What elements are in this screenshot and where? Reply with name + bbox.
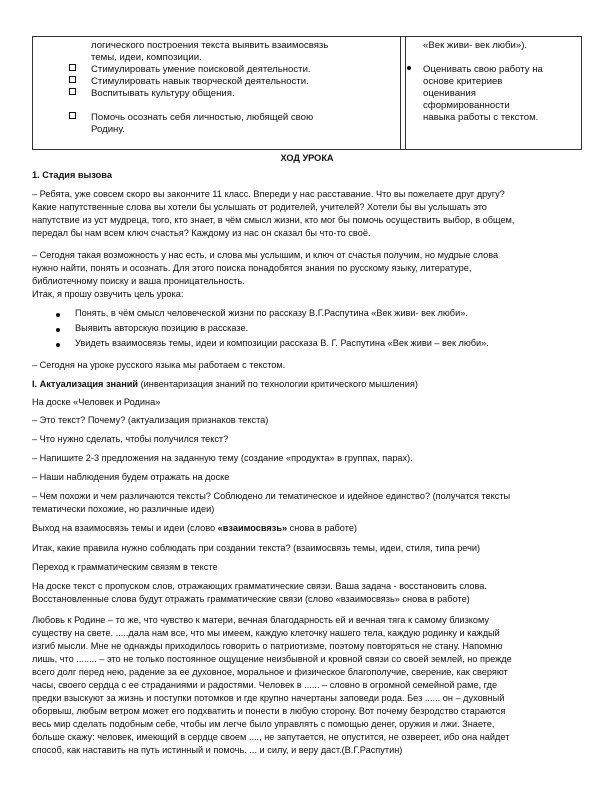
excerpt-line: часы, своего сердца с ее страданиями и радостями. Человек в ...... – словно в огромной семейной раме, где — [32, 680, 498, 690]
excerpt-line: существу на свете. .....дала нам все, что мы имеем, каждую клеточку нашего тела, каждую родинку и каждый — [32, 628, 500, 638]
bullet-dot-icon — [56, 328, 60, 332]
table-right-cell — [423, 40, 603, 124]
table-divider — [405, 37, 406, 149]
excerpt-line: предки взыскуют за жизнь и поступки потомков и где крупно начертаны заповеди рода. Без ...... он – духовный — [32, 693, 505, 703]
list-item-text: Стимулировать умение поисковой деятельности. — [91, 64, 311, 75]
table-line: «Век живи- век люби»). — [423, 40, 528, 51]
question-line: – Это текст? Почему? (актуализация признаков текста) — [32, 415, 269, 425]
list-item-text: Стимулировать навык творческой деятельности. — [91, 76, 309, 87]
paragraph-line: передал бы нам всем ключ счастья? Каждому из нас он сказал бы что-то своё. — [32, 228, 371, 238]
excerpt-line: всего долг перед нею, радение за ее духовное, моральное и физическое благополучие, сверение, как сверяют — [32, 667, 508, 677]
table-left-cell — [91, 40, 391, 136]
question-line: – Чем похожи и чем различаются тексты? Соблюдено ли тематическое и идейное единство? (получатся тексты — [32, 491, 511, 501]
goal-item: Выявить авторскую позицию в рассказе. — [75, 323, 249, 333]
table-line: навыка работы с текстом. — [423, 112, 539, 123]
text-span: снова в работе) — [287, 523, 357, 533]
bullet-dot-icon — [56, 313, 60, 317]
table-divider — [400, 37, 401, 149]
table-line: оценивания — [423, 88, 476, 99]
goal-item: Понять, в чём смысл человеческой жизни по рассказу В.Г.Распутина «Век живи- век люби». — [75, 308, 468, 318]
excerpt-line: весь мир сделать подобным себе, чтобы им легче было управлять с помощью денег, оружия и лжи. Знаете, — [32, 719, 495, 729]
table-line: Родину. — [91, 124, 125, 135]
section-heading-rest: (инвентаризация знаний по технологии критического мышления) — [138, 379, 418, 389]
excerpt-line: больше скажу: человек, имеющий в сердце своем ...., не запутается, не опустится, не озвереет, ибо она найдет — [32, 732, 510, 742]
table-line: сформированности — [423, 100, 510, 111]
list-item — [91, 112, 391, 124]
paragraph-line: Восстановленные слова будут отражать грамматические связи (слово «взаимосвязь» снова в работе) — [32, 594, 470, 604]
square-bullet-icon — [69, 88, 76, 95]
paragraph-line: Итак, я прошу озвучить цель урока: — [32, 289, 184, 299]
list-item-text: Оценивать свою работу на — [423, 64, 543, 75]
excerpt-line: изгиб мысли. Мне не однажды приходилось говорить о патриотизме, поэтому повторяться не стану. Напомню — [32, 641, 503, 651]
list-item — [423, 64, 603, 76]
section-heading — [32, 378, 582, 391]
paragraph-line: напутствие из уст мудреца, того, кто знает, в чём смысл жизни, кто мог бы помочь осуществить выбор, в общем, — [32, 215, 515, 225]
paragraph-line: На доске текст с пропуском слов, отражающих грамматические связи. Ваша задача - восстановить слова. — [32, 581, 487, 591]
paragraph-line: нужно найти, понять и осознать. Для этого поиска понадобятся знания по русскому языку, литературе, — [32, 263, 472, 273]
paragraph-line — [32, 522, 582, 535]
table-line: логического построения текста выявить взаимосвязь — [91, 40, 329, 51]
excerpt-line: оборвыш, любым ветром может его подхватить и понести в любую сторону. Вот почему безродство стараются — [32, 706, 506, 716]
excerpt-line: лишь, что ........ – это не только постоянное ощущение неизбывной и кровной связи со своей землей, но прежде — [32, 654, 512, 664]
paragraph-line: – Ребята, уже совсем скоро вы закончите 11 класс. Впереди у нас расставание. Что вы пожелаете друг другу? — [32, 189, 505, 199]
list-item — [91, 88, 391, 100]
paragraph-line: Какие напутственные слова вы хотели бы услышать от родителей, учителей? Хотели бы вы услышать это — [32, 202, 487, 212]
goals-table — [32, 36, 582, 150]
question-line: – Что нужно сделать, чтобы получился текст? — [32, 434, 229, 444]
paragraph-line: Переход к грамматическим связям в тексте — [32, 562, 218, 572]
paragraph-line: – Сегодня на уроке русского языка мы работаем с текстом. — [32, 360, 286, 370]
square-bullet-icon — [69, 112, 76, 119]
bullet-dot-icon — [407, 66, 411, 70]
table-line: темы, идеи, композиции. — [91, 52, 202, 63]
list-item-text: Помочь осознать себя личностью, любящей свою — [91, 112, 314, 123]
excerpt-line: Любовь к Родине – то же, что чувство к матери, вечная благодарность ей и вечная тяга к самому близкому — [32, 615, 490, 625]
paragraph-line: На доске «Человек и Родина» — [32, 397, 161, 407]
square-bullet-icon — [69, 76, 76, 83]
lesson-title: ХОД УРОКА — [280, 153, 334, 163]
paragraph-line: библиотечному поиску и ваша проницательность. — [32, 276, 245, 286]
stage-heading: 1. Стадия вызова — [32, 170, 112, 180]
section-heading-bold: I. Актуализация знаний — [32, 379, 139, 389]
question-line: – Наши наблюдения будем отражать на доске — [32, 472, 230, 482]
question-line: – Напишите 2-3 предложения на заданную тему (создание «продукта» в группах, парах). — [32, 453, 413, 463]
list-item — [91, 76, 391, 88]
text-span: Выход на взаимосвязь темы и идеи (слово — [32, 523, 218, 533]
list-item — [91, 64, 391, 76]
paragraph-line: Итак, какие правила нужно соблюдать при создании текста? (взаимосвязь темы, идеи, стиля, типа речи) — [32, 543, 481, 553]
question-line: тематически похожие, но различные идеи) — [32, 504, 215, 514]
goal-item: Увидеть взаимосвязь темы, идеи и композиции рассказа В. Г. Распутина «Век живи – век люби». — [75, 338, 489, 348]
square-bullet-icon — [69, 64, 76, 71]
table-line: основе критериев — [423, 76, 503, 87]
text-span-bold: «взаимосвязь» — [217, 523, 288, 533]
bullet-dot-icon — [56, 343, 60, 347]
paragraph-line: – Сегодня такая возможность у нас есть, и слова мы услышим, и ключ от счастья получим, но мудрые слова — [32, 250, 499, 260]
list-item-text: Воспитывать культуру общения. — [91, 88, 235, 99]
excerpt-line: способ, как наставить на путь истинный и помочь. ... и силу, и веру даст.(В.Г.Распутин) — [32, 745, 403, 755]
